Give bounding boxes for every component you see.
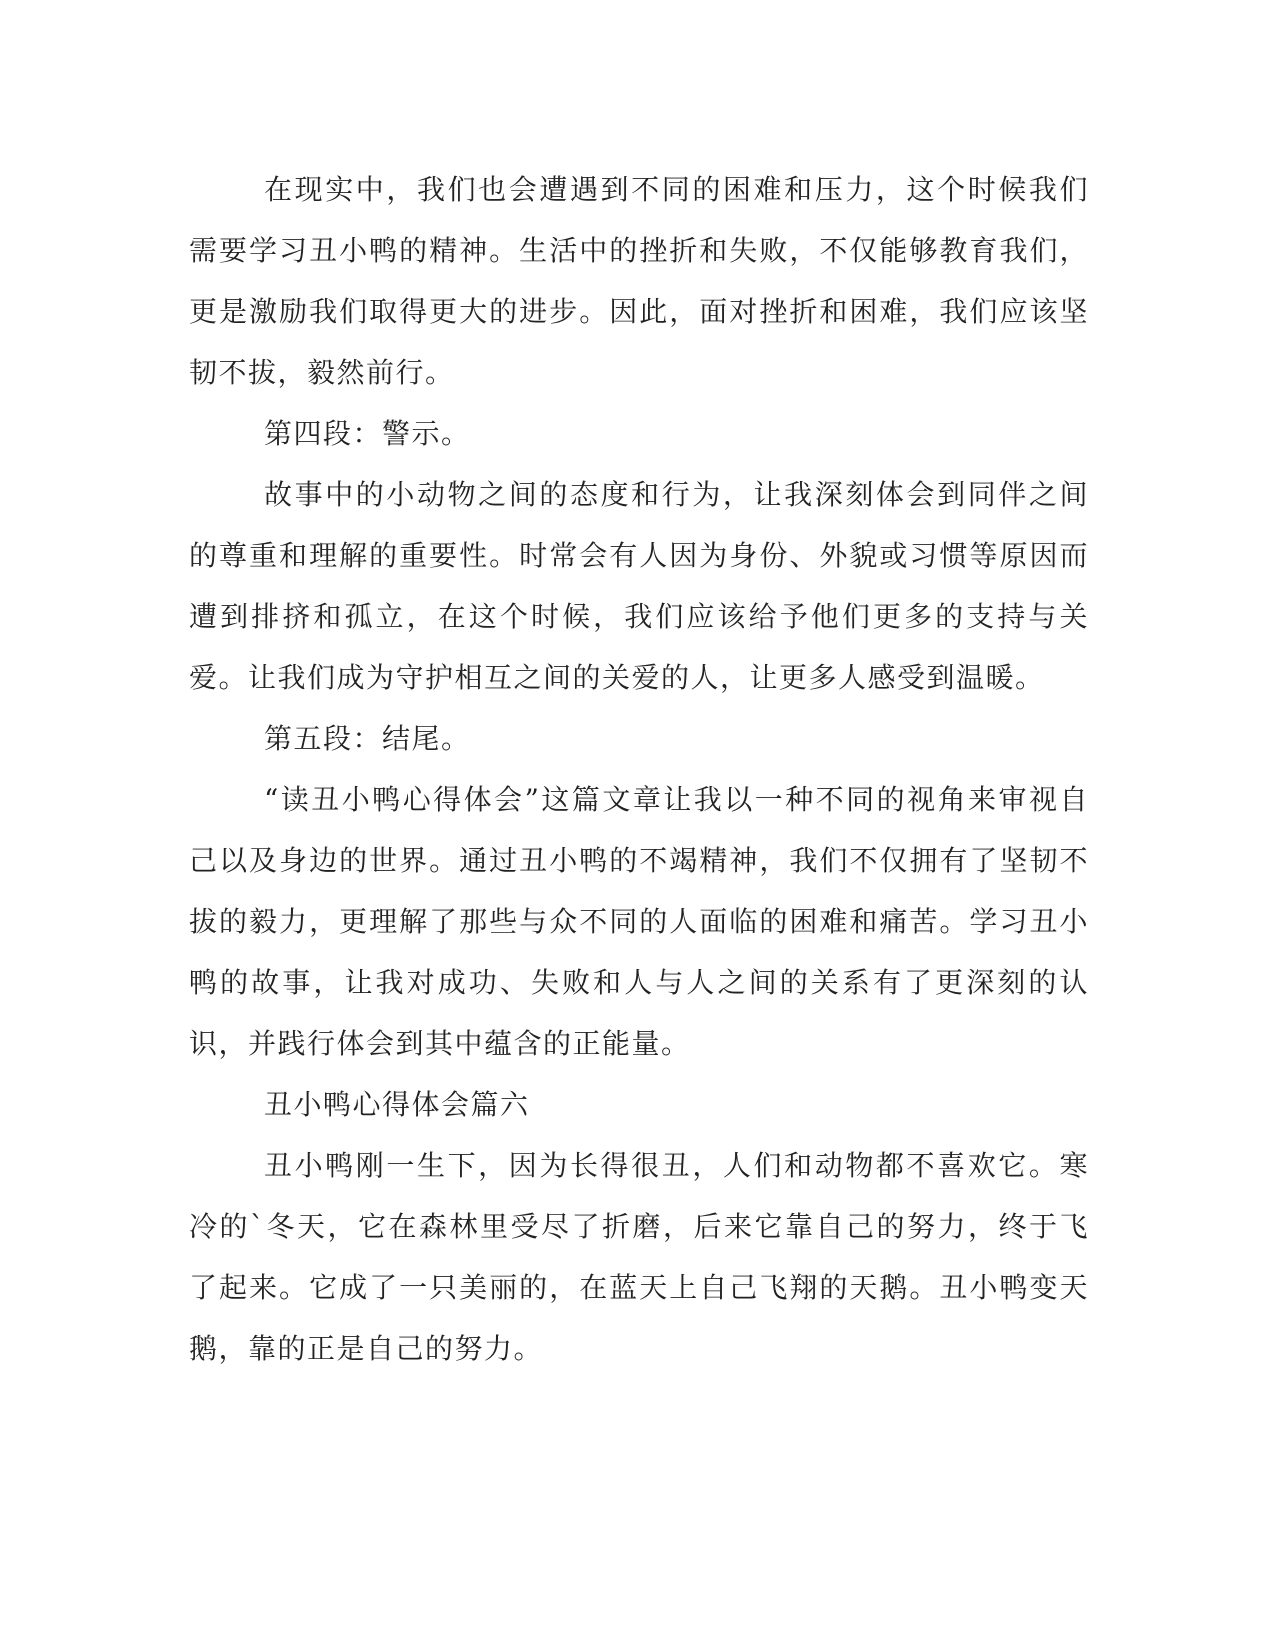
paragraph-story: 丑小鸭刚一生下，因为长得很丑，人们和动物都不喜欢它。寒冷的`冬天，它在森林里受尽了折磨，后来它靠自己的努力，终于飞了起来。它成了一只美丽的，在蓝天上自己飞翔的天鹅。丑小鸭变天鹅，靠的正是自己的努力。 bbox=[189, 1149, 1089, 1365]
paragraph-reality: 在现实中，我们也会遭遇到不同的困难和压力，这个时候我们需要学习丑小鸭的精神。生活中的挫折和失败，不仅能够教育我们，更是激励我们取得更大的进步。因此，面对挫折和困难，我们应该坚韧不拔，毅然前行。 bbox=[189, 173, 1089, 389]
document-body bbox=[189, 159, 1089, 1379]
paragraph-conclusion: “读丑小鸭心得体会”这篇文章让我以一种不同的视角来审视自己以及身边的世界。通过丑小鸭的不竭精神，我们不仅拥有了坚韧不拔的毅力，更理解了那些与众不同的人面临的困难和痛苦。学习丑小鸭的故事，让我对成功、失败和人与人之间的关系有了更深刻的认识，并践行体会到其中蕴含的正能量。 bbox=[189, 783, 1089, 1060]
paragraph-warning: 故事中的小动物之间的态度和行为，让我深刻体会到同伴之间的尊重和理解的重要性。时常会有人因为身份、外貌或习惯等原因而遭到排挤和孤立，在这个时候，我们应该给予他们更多的支持与关爱。让我们成为守护相互之间的关爱的人，让更多人感受到温暖。 bbox=[189, 478, 1089, 694]
section-heading-5: 第五段：结尾。 bbox=[264, 722, 471, 755]
section-heading-4: 第四段：警示。 bbox=[264, 417, 471, 450]
essay-title-6: 丑小鸭心得体会篇六 bbox=[264, 1088, 530, 1121]
